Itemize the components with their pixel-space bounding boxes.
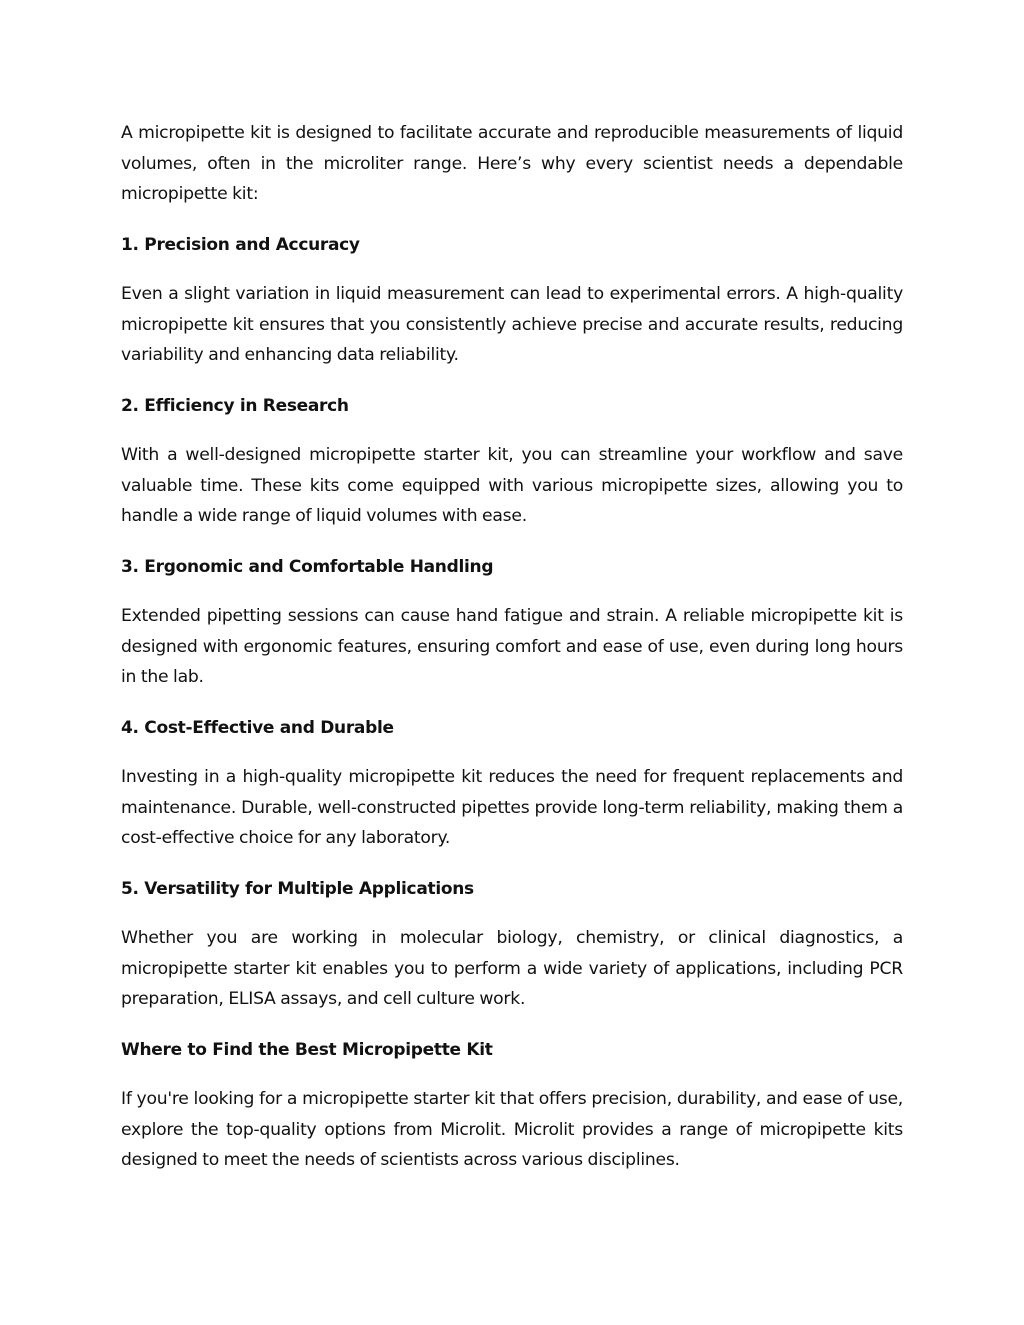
document-page bbox=[121, 118, 903, 1196]
section-heading-cost-effective: 4. Cost-Effective and Durable bbox=[121, 717, 394, 738]
section-heading-where-to-find: Where to Find the Best Micropipette Kit bbox=[121, 1039, 493, 1060]
section-body-efficiency: With a well-designed micropipette starter kit, you can streamline your workflow and save valuable time. These kits come equipped with various micropipette sizes, allowing you to handle a wide range of liquid volumes with ease. bbox=[121, 445, 903, 526]
section-body-precision: Even a slight variation in liquid measurement can lead to experimental errors. A high-quality micropipette kit ensures that you consistently achieve precise and accurate results, reducing variability and enhancing data reliability. bbox=[121, 284, 903, 365]
section-body-where-to-find: If you're looking for a micropipette starter kit that offers precision, durability, and ease of use, explore the top-quality options from Microlit. Microlit provides a range of micropipette kits designed to meet the needs of scientists across various disciplines. bbox=[121, 1089, 903, 1170]
section-body-versatility: Whether you are working in molecular biology, chemistry, or clinical diagnostics, a micropipette starter kit enables you to perform a wide variety of applications, including PCR preparation, ELISA assays, and cell culture work. bbox=[121, 928, 903, 1009]
section-heading-ergonomic: 3. Ergonomic and Comfortable Handling bbox=[121, 556, 494, 577]
intro-paragraph: A micropipette kit is designed to facilitate accurate and reproducible measurements of liquid volumes, often in the microliter range. Here’s why every scientist needs a dependable micropipette kit: bbox=[121, 123, 903, 204]
section-heading-precision: 1. Precision and Accuracy bbox=[121, 234, 360, 255]
section-body-cost-effective: Investing in a high-quality micropipette kit reduces the need for frequent replacements and maintenance. Durable, well-constructed pipettes provide long-term reliability, making them a cost-effective choice for any laboratory. bbox=[121, 767, 903, 848]
section-heading-versatility: 5. Versatility for Multiple Applications bbox=[121, 878, 474, 899]
section-body-ergonomic: Extended pipetting sessions can cause hand fatigue and strain. A reliable micropipette kit is designed with ergonomic features, ensuring comfort and ease of use, even during long hours in the lab. bbox=[121, 606, 903, 687]
section-heading-efficiency: 2. Efficiency in Research bbox=[121, 395, 349, 416]
